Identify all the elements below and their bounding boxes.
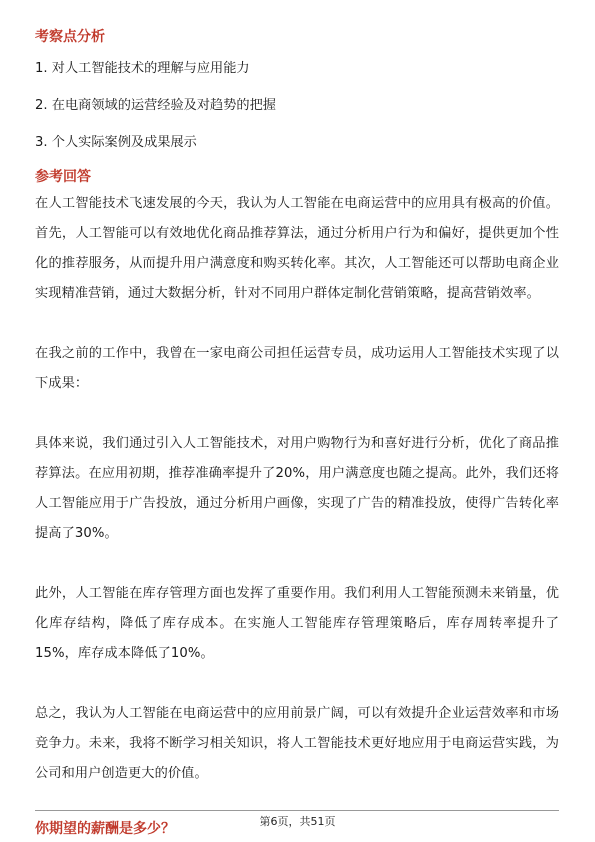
section-divider bbox=[35, 810, 559, 811]
answer-paragraph: 具体来说，我们通过引入人工智能技术，对用户购物行为和喜好进行分析，优化了商品推荐算法。在应用初期，推荐准确率提升了20%，用户满意度也随之提高。此外，我们还将人工智能应用于广告投放，通过分析用户画像，实现了广告的精准投放，使得广告转化率提高了30%。 bbox=[35, 436, 559, 541]
section-title-reference-answer: 参考回答 bbox=[35, 169, 91, 185]
section-title-analysis: 考察点分析 bbox=[35, 29, 105, 45]
analysis-item: 1. 对人工智能技术的理解与应用能力 bbox=[35, 61, 250, 76]
answer-paragraph: 在我之前的工作中，我曾在一家电商公司担任运营专员，成功运用人工智能技术实现了以下成果： bbox=[35, 346, 559, 391]
answer-paragraph: 在人工智能技术飞速发展的今天，我认为人工智能在电商运营中的应用具有极高的价值。首先，人工智能可以有效地优化商品推荐算法，通过分析用户行为和偏好，提供更加个性化的推荐服务，从而提升用户满意度和购买转化率。其次，人工智能还可以帮助电商企业实现精准营销，通过大数据分析，针对不同用户群体定制化营销策略，提高营销效率。 bbox=[35, 196, 559, 301]
page-number: 第6页，共51页 bbox=[259, 815, 336, 828]
section-title-salary-question: 你期望的薪酬是多少？ bbox=[35, 821, 175, 837]
analysis-item: 3. 个人实际案例及成果展示 bbox=[35, 135, 197, 150]
analysis-item: 2. 在电商领域的运营经验及对趋势的把握 bbox=[35, 98, 276, 113]
answer-paragraph: 总之，我认为人工智能在电商运营中的应用前景广阔，可以有效提升企业运营效率和市场竞争力。未来，我将不断学习相关知识，将人工智能技术更好地应用于电商运营实践，为公司和用户创造更大的价值。 bbox=[35, 706, 559, 781]
answer-paragraph: 此外，人工智能在库存管理方面也发挥了重要作用。我们利用人工智能预测未来销量，优化库存结构，降低了库存成本。在实施人工智能库存管理策略后，库存周转率提升了15%，库存成本降低了10%。 bbox=[35, 586, 559, 661]
